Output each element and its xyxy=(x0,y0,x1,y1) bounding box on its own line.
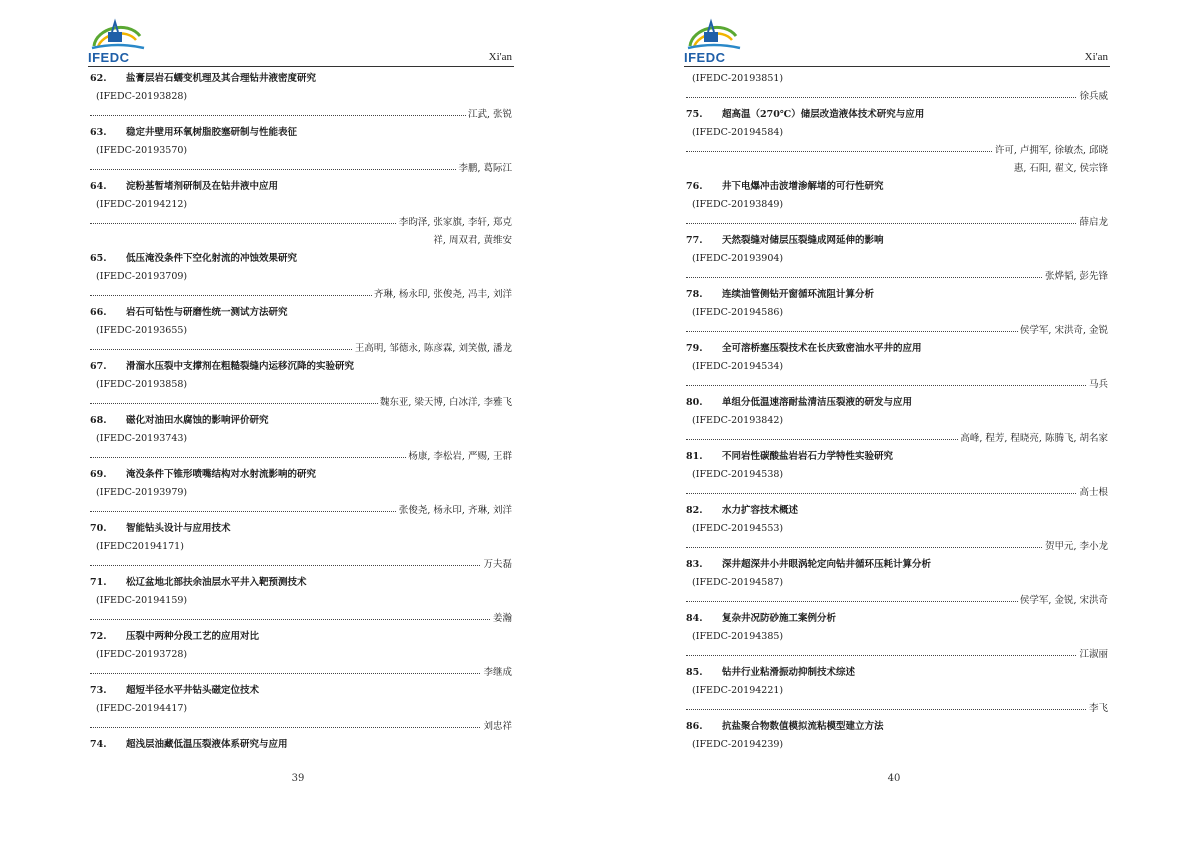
paper-code: (IFEDC-20194584) xyxy=(692,127,784,138)
paper-authors: 侯学军, 金锐, 宋洪奇 xyxy=(1019,595,1108,606)
paper-title-text: 超浅层油藏低温压裂液体系研究与应用 xyxy=(126,739,288,750)
paper-entry xyxy=(686,556,1108,610)
paper-title-text: 全可溶桥塞压裂技术在长庆致密油水平井的应用 xyxy=(722,343,922,354)
paper-entry xyxy=(686,340,1108,394)
dot-leader xyxy=(686,493,1108,494)
paper-entry xyxy=(90,250,512,304)
paper-entry xyxy=(686,286,1108,340)
paper-entry xyxy=(90,736,512,754)
dot-leader xyxy=(686,655,1108,656)
paper-authors: 万夫磊 xyxy=(483,559,512,570)
logo-text: IFEDC xyxy=(684,50,726,65)
paper-number: 84. xyxy=(686,613,703,624)
paper-code: (IFEDC-20194538) xyxy=(692,469,784,480)
paper-entry xyxy=(90,412,512,466)
paper-entry xyxy=(686,106,1108,178)
paper-title xyxy=(686,502,1108,520)
logo-text: IFEDC xyxy=(88,50,130,65)
paper-code: (IFEDC-20194212) xyxy=(96,199,188,210)
paper-authors: 高士根 xyxy=(1079,487,1108,498)
paper-title xyxy=(90,358,512,376)
paper-number: 73. xyxy=(90,685,107,696)
paper-title xyxy=(686,286,1108,304)
paper-code: (IFEDC-20193743) xyxy=(96,433,188,444)
paper-authors: 马兵 xyxy=(1088,379,1108,390)
paper-entry xyxy=(90,682,512,736)
paper-authors: 侯学军, 宋洪奇, 金锐 xyxy=(1019,325,1108,336)
paper-title xyxy=(686,232,1108,250)
paper-title-text: 水力扩容技术概述 xyxy=(722,505,799,516)
paper-title xyxy=(90,250,512,268)
paper-title-text: 单组分低温速溶耐盐清洁压裂液的研发与应用 xyxy=(722,397,913,408)
paper-code: (IFEDC-20193849) xyxy=(692,199,784,210)
paper-entry xyxy=(686,178,1108,232)
paper-entry xyxy=(686,448,1108,502)
paper-entry xyxy=(686,232,1108,286)
paper-title-text: 压裂中两种分段工艺的应用对比 xyxy=(126,631,260,642)
paper-title xyxy=(90,124,512,142)
entry-list xyxy=(686,70,1108,754)
paper-authors: 李鹏, 葛际江 xyxy=(458,163,512,174)
paper-title-text: 松辽盆地北部扶余油层水平井入靶预测技术 xyxy=(126,577,307,588)
paper-authors: 王高明, 邹德永, 陈彦霖, 刘笑傲, 潘龙 xyxy=(354,343,512,354)
paper-number: 66. xyxy=(90,307,107,318)
page-header xyxy=(88,12,514,67)
dot-leader xyxy=(686,709,1108,710)
paper-title-text: 抗盐聚合物数值模拟流粘模型建立方法 xyxy=(722,721,884,732)
paper-entry xyxy=(686,718,1108,754)
paper-number: 76. xyxy=(686,181,703,192)
page-number: 40 xyxy=(887,773,901,784)
paper-title xyxy=(90,70,512,88)
paper-authors: 姜瀚 xyxy=(492,613,512,624)
paper-title-text: 低压淹没条件下空化射流的冲蚀效果研究 xyxy=(126,253,298,264)
paper-title-text: 钻井行业粘滑振动抑制技术综述 xyxy=(722,667,856,678)
paper-code: (IFEDC-20193842) xyxy=(692,415,784,426)
paper-entry xyxy=(90,178,512,250)
paper-entry xyxy=(686,502,1108,556)
paper-code: (IFEDC-20193728) xyxy=(96,649,188,660)
paper-number: 72. xyxy=(90,631,107,642)
paper-entry xyxy=(90,124,512,178)
paper-title-text: 淀粉基暂堵剂研制及在钻井液中应用 xyxy=(126,181,279,192)
paper-number: 68. xyxy=(90,415,107,426)
paper-code: (IFEDC-20194587) xyxy=(692,577,784,588)
paper-authors: 高峰, 程芳, 程晓亮, 陈腾飞, 胡名家 xyxy=(960,433,1108,444)
dot-leader xyxy=(90,115,512,116)
paper-title-text: 智能钻头设计与应用技术 xyxy=(126,523,231,534)
paper-title xyxy=(686,610,1108,628)
paper-authors: 魏东亚, 梁天博, 白冰洋, 李雅飞 xyxy=(379,397,512,408)
page-header xyxy=(684,12,1110,67)
paper-number: 77. xyxy=(686,235,703,246)
paper-title-text: 磁化对油田水腐蚀的影响评价研究 xyxy=(126,415,269,426)
paper-number: 63. xyxy=(90,127,107,138)
dot-leader xyxy=(90,565,512,566)
paper-title xyxy=(90,520,512,538)
dot-leader xyxy=(90,673,512,674)
paper-entry xyxy=(90,574,512,628)
paper-entry xyxy=(90,304,512,358)
paper-title-text: 超短半径水平井钻头磁定位技术 xyxy=(126,685,260,696)
paper-number: 85. xyxy=(686,667,703,678)
paper-title xyxy=(90,736,512,754)
paper-title xyxy=(90,628,512,646)
paper-title-text: 岩石可钻性与研磨性统一测试方法研究 xyxy=(126,307,288,318)
paper-authors: 徐兵威 xyxy=(1079,91,1108,102)
paper-code: (IFEDC-20193851) xyxy=(692,73,784,84)
paper-number: 67. xyxy=(90,361,107,372)
paper-authors: 李飞 xyxy=(1088,703,1108,714)
paper-title xyxy=(90,682,512,700)
paper-number: 62. xyxy=(90,73,107,84)
paper-title-text: 深井超深井小井眼涡轮定向钻井循环压耗计算分析 xyxy=(722,559,932,570)
paper-code: (IFEDC-20194385) xyxy=(692,631,784,642)
paper-code: (IFEDC-20194534) xyxy=(692,361,784,372)
paper-entry xyxy=(686,394,1108,448)
right-page xyxy=(596,0,1192,842)
paper-title xyxy=(686,556,1108,574)
paper-code: (IFEDC-20194221) xyxy=(692,685,784,696)
paper-title xyxy=(686,178,1108,196)
paper-title xyxy=(686,448,1108,466)
dot-leader xyxy=(90,169,512,170)
paper-authors: 江淑丽 xyxy=(1079,649,1108,660)
paper-title-text: 淹没条件下锥形喷嘴结构对水射流影响的研究 xyxy=(126,469,317,480)
paper-title xyxy=(686,340,1108,358)
paper-title xyxy=(686,106,1108,124)
paper-entry xyxy=(90,520,512,574)
paper-entry xyxy=(686,664,1108,718)
paper-title-text: 稳定井壁用环氧树脂胶塞研制与性能表征 xyxy=(126,127,298,138)
paper-authors: 杨康, 李松岩, 严赐, 王群 xyxy=(408,451,512,462)
dot-leader xyxy=(686,223,1108,224)
dot-leader xyxy=(686,385,1108,386)
paper-authors: 薛启龙 xyxy=(1079,217,1108,228)
paper-code: (IFEDC-20193979) xyxy=(96,487,188,498)
paper-number: 74. xyxy=(90,739,107,750)
dot-leader xyxy=(90,727,512,728)
paper-code: (IFEDC-20193858) xyxy=(96,379,188,390)
paper-code: (IFEDC-20193655) xyxy=(96,325,188,336)
header-city: Xi'an xyxy=(488,51,512,63)
paper-code: (IFEDC-20194159) xyxy=(96,595,188,606)
page-number: 39 xyxy=(291,773,305,784)
paper-title-text: 超高温（270℃）储层改造液体技术研究与应用 xyxy=(722,109,925,120)
paper-authors: 李昀泽, 张家旗, 李轩, 郑克 xyxy=(398,217,512,228)
paper-code: (IFEDC-20194417) xyxy=(96,703,188,714)
paper-authors: 张烨韬, 彭先锋 xyxy=(1044,271,1108,282)
paper-authors: 刘忠祥 xyxy=(483,721,512,732)
paper-number: 65. xyxy=(90,253,107,264)
paper-number: 71. xyxy=(90,577,107,588)
paper-authors: 许可, 卢拥军, 徐敏杰, 邱晓 xyxy=(994,145,1108,156)
paper-number: 81. xyxy=(686,451,703,462)
paper-authors: 贺甲元, 李小龙 xyxy=(1044,541,1108,552)
paper-number: 69. xyxy=(90,469,107,480)
paper-entry xyxy=(90,70,512,124)
paper-number: 79. xyxy=(686,343,703,354)
paper-title xyxy=(90,178,512,196)
paper-entry xyxy=(90,358,512,412)
paper-code: (IFEDC-20193570) xyxy=(96,145,188,156)
paper-title xyxy=(686,718,1108,736)
paper-code: (IFEDC-20194586) xyxy=(692,307,784,318)
paper-code: (IFEDC-20193709) xyxy=(96,271,188,282)
paper-code: (IFEDC-20193828) xyxy=(96,91,188,102)
dot-leader xyxy=(686,97,1108,98)
paper-entry xyxy=(90,466,512,520)
paper-code: (IFEDC-20194239) xyxy=(692,739,784,750)
paper-number: 64. xyxy=(90,181,107,192)
paper-number: 70. xyxy=(90,523,107,534)
paper-title-text: 滑溜水压裂中支撑剂在粗糙裂缝内运移沉降的实验研究 xyxy=(126,361,355,372)
paper-number: 83. xyxy=(686,559,703,570)
paper-code: (IFEDC-20194553) xyxy=(692,523,784,534)
paper-title-text: 盐膏层岩石蠕变机理及其合理钻井液密度研究 xyxy=(126,73,317,84)
paper-number: 75. xyxy=(686,109,703,120)
paper-entry xyxy=(686,70,1108,106)
paper-title-text: 井下电爆冲击波增渗解堵的可行性研究 xyxy=(722,181,884,192)
paper-entry xyxy=(90,628,512,682)
paper-authors: 李继成 xyxy=(483,667,512,678)
paper-authors-continued: 惠, 石阳, 翟文, 侯宗锋 xyxy=(1013,163,1108,174)
paper-authors-continued: 祥, 周双君, 黄维安 xyxy=(433,235,512,246)
paper-title xyxy=(90,412,512,430)
entry-list xyxy=(90,70,512,754)
paper-title-text: 不同岩性碳酸盐岩岩石力学特性实验研究 xyxy=(722,451,894,462)
paper-title-text: 复杂井况防砂施工案例分析 xyxy=(722,613,837,624)
paper-title xyxy=(90,574,512,592)
paper-title-text: 天然裂缝对储层压裂缝成网延伸的影响 xyxy=(722,235,884,246)
paper-title-text: 连续油管侧钻开窗循环流阻计算分析 xyxy=(722,289,875,300)
paper-code: (IFEDC20194171) xyxy=(96,541,184,552)
dot-leader xyxy=(90,619,512,620)
paper-code: (IFEDC-20193904) xyxy=(692,253,784,264)
paper-number: 86. xyxy=(686,721,703,732)
paper-number: 82. xyxy=(686,505,703,516)
paper-title xyxy=(686,394,1108,412)
paper-number: 78. xyxy=(686,289,703,300)
paper-number: 80. xyxy=(686,397,703,408)
paper-title xyxy=(90,304,512,322)
paper-authors: 江武, 张锐 xyxy=(467,109,512,120)
paper-title xyxy=(90,466,512,484)
paper-authors: 张俊尧, 杨永印, 齐琳, 刘洋 xyxy=(398,505,512,516)
paper-title xyxy=(686,664,1108,682)
paper-authors: 齐琳, 杨永印, 张俊尧, 冯丰, 刘洋 xyxy=(373,289,512,300)
paper-entry xyxy=(686,610,1108,664)
header-city: Xi'an xyxy=(1084,51,1108,63)
